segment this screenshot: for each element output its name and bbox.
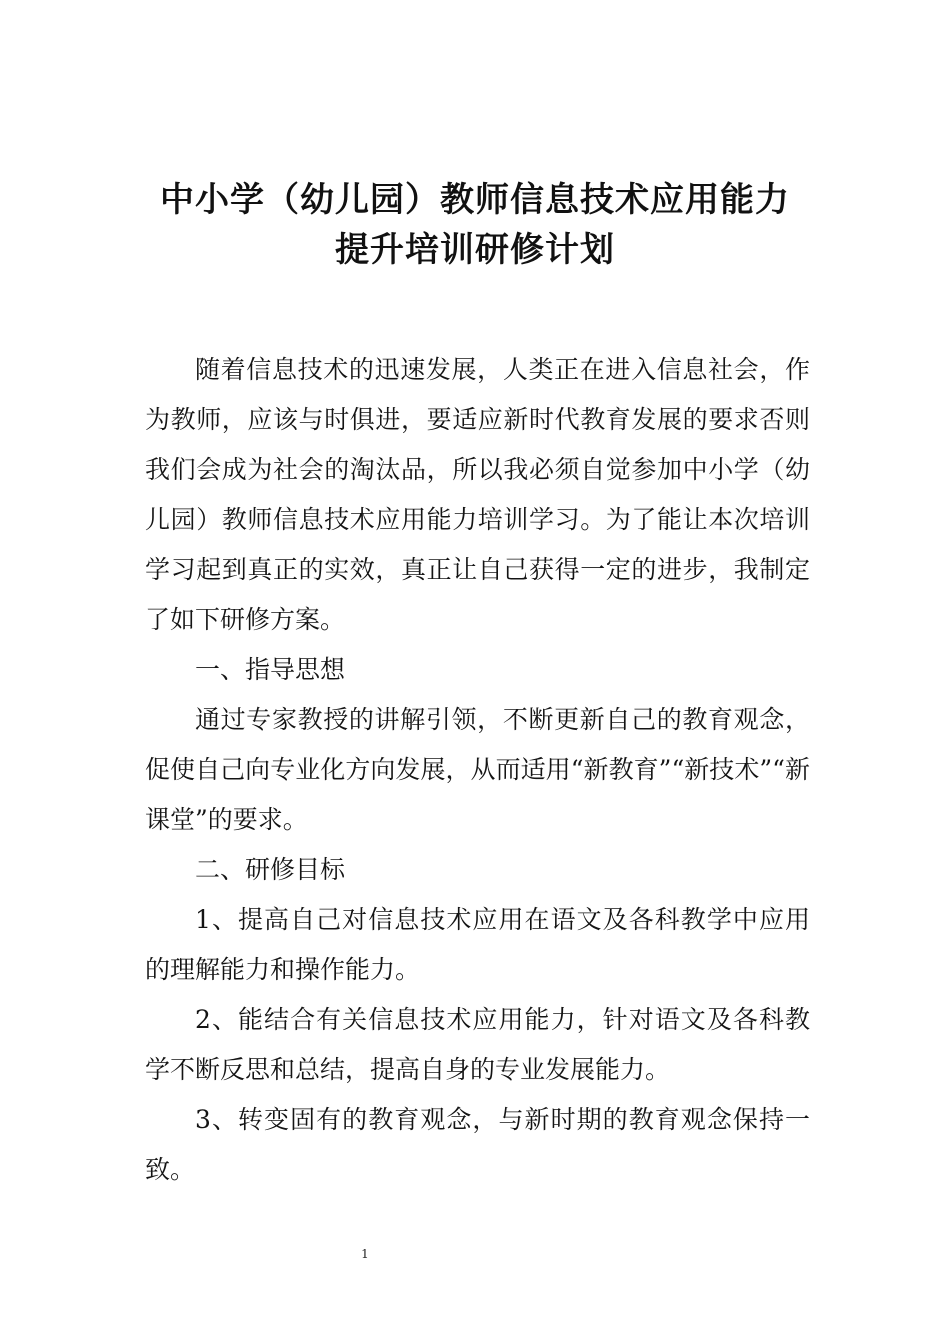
- goal-item-1: 1、提高自己对信息技术应用在语文及各科教学中应用的理解能力和操作能力。: [145, 905, 810, 984]
- section-heading-study-goals: 二、研修目标: [195, 855, 346, 884]
- section-heading-guiding-ideology: 一、指导思想: [195, 655, 346, 684]
- document-title-line-2: 提升培训研修计划: [335, 230, 615, 270]
- goal-item-3: 3、转变固有的教育观念，与新时期的教育观念保持一致。: [145, 1105, 810, 1184]
- document-body: [145, 345, 810, 1195]
- paragraph-intro: 随着信息技术的迅速发展，人类正在进入信息社会，作为教师，应该与时俱进，要适应新时代教育发展的要求否则我们会成为社会的淘汰品，所以我必须自觉参加中小学（幼儿园）教师信息技术应用能力培训学习。为了能让本次培训学习起到真正的实效，真正让自己获得一定的进步，我制定了如下研修方案。: [145, 355, 810, 634]
- document-title-line-1: 中小学（幼儿园）教师信息技术应用能力: [160, 180, 790, 220]
- goal-item-2: 2、能结合有关信息技术应用能力，针对语文及各科教学不断反思和总结，提高自身的专业发展能力。: [145, 1005, 810, 1084]
- page-number: 1: [361, 1247, 369, 1261]
- paragraph-guiding-ideology: 通过专家教授的讲解引领，不断更新自己的教育观念，促使自己向专业化方向发展，从而适用“新教育”“新技术”“新课堂”的要求。: [145, 705, 810, 834]
